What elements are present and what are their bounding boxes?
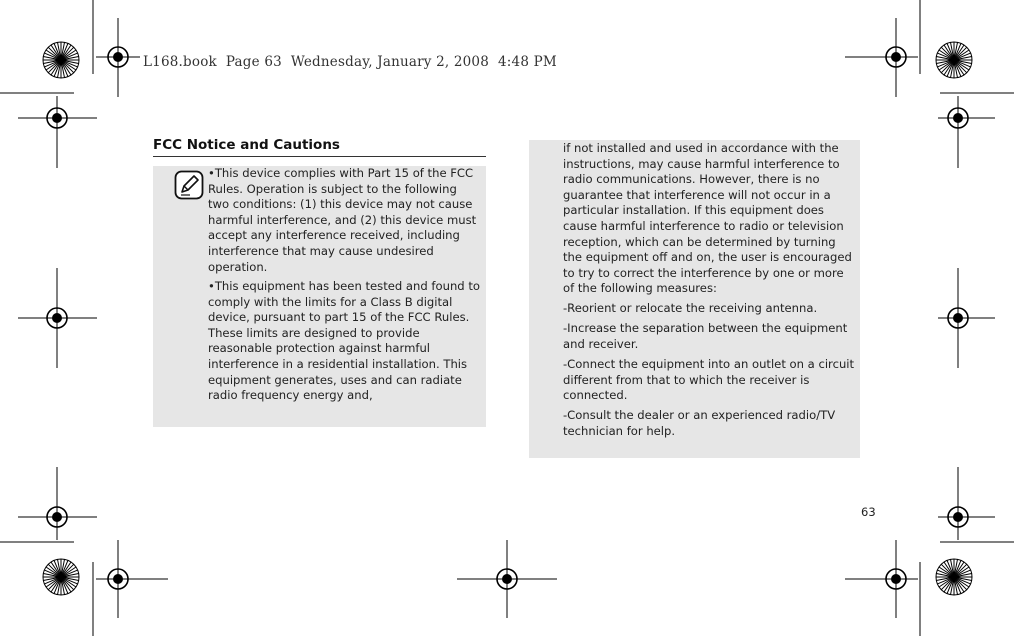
- print-slug: L168.book Page 63 Wednesday, January 2, 2008 4:48 PM: [143, 54, 557, 70]
- measure-item: -Connect the equipment into an outlet on a circuit different from that to which the receiver is connected.: [563, 357, 855, 403]
- continued-paragraph: if not installed and used in accordance with the instructions, may cause harmful interference to radio communications. However, there is no guarantee that interference will not occur in a particular installation. If this equipment does cause harmful interference to radio or television reception, which can be determined by turning the equipment off and on, the user is encouraged to try to correct the interference by one or more of the following measures:: [563, 141, 852, 296]
- measure-item: -Consult the dealer or an experienced radio/TV technician for help.: [563, 408, 836, 438]
- page-number: 63: [861, 505, 876, 519]
- note-paragraph-1: •This device complies with Part 15 of the FCC Rules. Operation is subject to the following two conditions: (1) this device may not cause harmful interference, and (2) this device must accept any interference received, including interference that may cause undesired operation.: [208, 166, 477, 274]
- title-rule: [153, 156, 486, 157]
- measure-item: -Increase the separation between the equipment and receiver.: [563, 321, 848, 351]
- note-pencil-icon: [174, 170, 204, 200]
- measure-item: -Reorient or relocate the receiving antenna.: [563, 301, 818, 315]
- section-title: FCC Notice and Cautions: [153, 137, 340, 153]
- note-paragraph-2: •This equipment has been tested and found to comply with the limits for a Class B digital device, pursuant to part 15 of the FCC Rules. These limits are designed to provide reasonable protection against harmful interference in a residential installation. This equipment generates, uses and can radiate radio frequency energy and,: [208, 279, 480, 403]
